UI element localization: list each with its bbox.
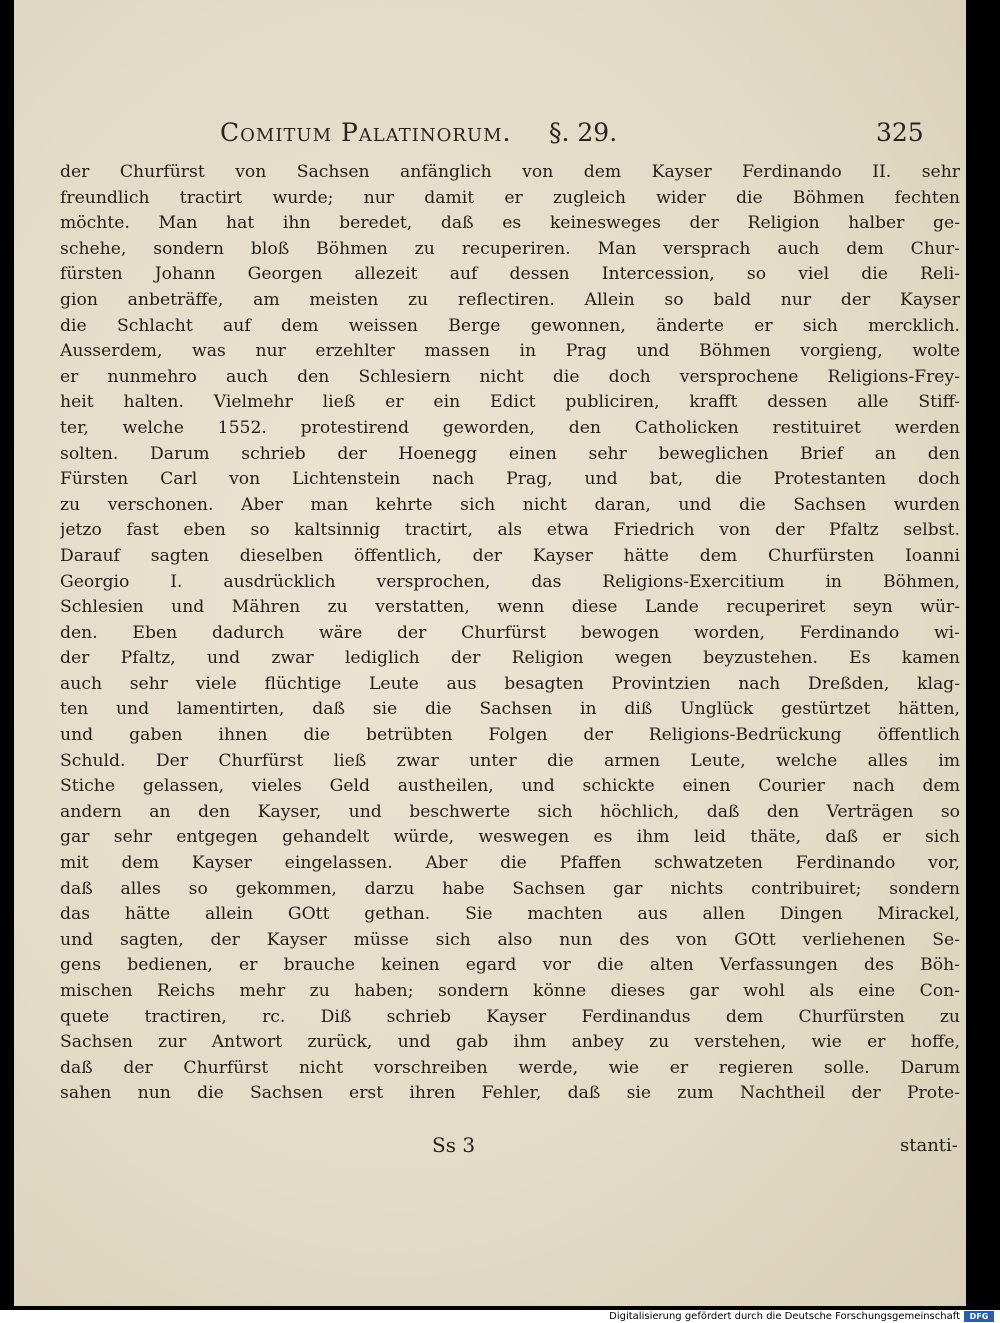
text-line: sahen nun die Sachsen erst ihren Fehler, daß sie zum Nachtheil der Prote-: [60, 1083, 960, 1104]
body-text: [60, 160, 960, 1107]
text-line: gion anbeträffe, am meisten zu reflectiren. Allein so bald nur der Kayser: [60, 289, 960, 310]
text-line: möchte. Man hat ihn beredet, daß es keinesweges der Religion halber ge-: [60, 213, 960, 234]
page-header: [14, 118, 966, 158]
text-line: Sachsen zur Antwort zurück, und gab ihm anbey zu verstehen, wie er hoffe,: [60, 1032, 960, 1053]
text-line: der Pfaltz, und zwar lediglich der Religion wegen beyzustehen. Es kamen: [60, 648, 960, 669]
text-line: zu verschonen. Aber man kehrte sich nicht daran, und die Sachsen wurden: [60, 494, 960, 515]
text-line: ten und lamentirten, daß sie die Sachsen in diß Unglück gestürtzet hätten,: [60, 699, 960, 720]
text-line: gens bedienen, er brauche keinen egard vor die alten Verfassungen des Böh-: [60, 955, 960, 976]
text-line: jetzo fast eben so kaltsinnig tractirt, als etwa Friedrich von der Pfaltz selbst.: [60, 520, 960, 541]
funding-credit: Digitalisierung gefördert durch die Deutsche Forschungsgemeinschaft: [609, 1311, 960, 1322]
text-line: solten. Darum schrieb der Hoenegg einen sehr beweglichen Brief an den: [60, 443, 960, 464]
text-line: gar sehr entgegen gehandelt würde, weswegen es ihm leid thäte, daß er sich: [60, 827, 960, 848]
text-line: freundlich tractirt wurde; nur damit er zugleich wider die Böhmen fechten: [60, 187, 960, 208]
catchword: stanti-: [900, 1135, 958, 1156]
running-title: Comitum Palatinorum.: [220, 118, 512, 147]
text-line: schehe, sondern bloß Böhmen zu recuperiren. Man versprach auch dem Chur-: [60, 238, 960, 259]
text-line: fürsten Johann Georgen allezeit auf dessen Intercession, so viel die Reli-: [60, 264, 960, 285]
signature-mark: Ss 3: [432, 1133, 476, 1157]
text-line: Darauf sagten dieselben öffentlich, der Kayser hätte dem Churfürsten Ioanni: [60, 545, 960, 566]
text-line: Ausserdem, was nur erzehlter massen in Prag und Böhmen vorgieng, wolte: [60, 341, 960, 362]
credit-bar: [0, 1310, 1000, 1323]
book-page: [14, 0, 966, 1306]
text-line: Fürsten Carl von Lichtenstein nach Prag, und bat, die Protestanten doch: [60, 469, 960, 490]
text-line: er nunmehro auch den Schlesiern nicht die doch versprochene Religions-Frey-: [60, 366, 960, 387]
text-line: und sagten, der Kayser müsse sich also nun des von GOtt verliehenen Se-: [60, 929, 960, 950]
text-line: daß alles so gekommen, darzu habe Sachsen gar nichts contribuiret; sondern: [60, 878, 960, 899]
text-line: die Schlacht auf dem weissen Berge gewonnen, änderte er sich mercklich.: [60, 315, 960, 336]
page-footer: [14, 1133, 966, 1163]
text-line: andern an den Kayser, und beschwerte sich höchlich, daß den Verträgen so: [60, 801, 960, 822]
text-line: daß der Churfürst nicht vorschreiben werde, wie er regieren solle. Darum: [60, 1057, 960, 1078]
text-line: mit dem Kayser eingelassen. Aber die Pfaffen schwatzeten Ferdinando vor,: [60, 853, 960, 874]
text-line: und gaben ihnen die betrübten Folgen der Religions-Bedrückung öffentlich: [60, 725, 960, 746]
text-line: ter, welche 1552. protestirend geworden, den Catholicken restituiret werden: [60, 417, 960, 438]
text-line: der Churfürst von Sachsen anfänglich von dem Kayser Ferdinando II. sehr: [60, 162, 960, 182]
page-number: 325: [876, 118, 924, 147]
text-line: quete tractiren, rc. Diß schrieb Kayser Ferdinandus dem Churfürsten zu: [60, 1006, 960, 1027]
text-line: Stiche gelassen, vieles Geld austheilen, und schickte einen Courier nach dem: [60, 776, 960, 797]
text-line: mischen Reichs mehr zu haben; sondern könne dieses gar wohl als eine Con-: [60, 981, 960, 1001]
text-line: Schuld. Der Churfürst ließ zwar unter die armen Leute, welche alles im: [60, 750, 960, 771]
section-number: §. 29.: [549, 118, 618, 147]
text-line: Georgio I. ausdrücklich versprochen, das Religions-Exercitium in Böhmen,: [60, 571, 960, 592]
text-line: den. Eben dadurch wäre der Churfürst bewogen worden, Ferdinando wi-: [60, 622, 960, 643]
text-line: heit halten. Vielmehr ließ er ein Edict publiciren, krafft dessen alle Stiff-: [60, 392, 960, 413]
text-line: das hätte allein GOtt gethan. Sie machten aus allen Dingen Mirackel,: [60, 904, 960, 925]
text-line: auch sehr viele flüchtige Leute aus besagten Provintzien nach Dreßden, klag-: [60, 673, 960, 694]
text-line: Schlesien und Mähren zu verstatten, wenn diese Lande recuperiret seyn wür-: [60, 597, 960, 618]
dfg-logo-icon: DFG: [964, 1311, 994, 1322]
